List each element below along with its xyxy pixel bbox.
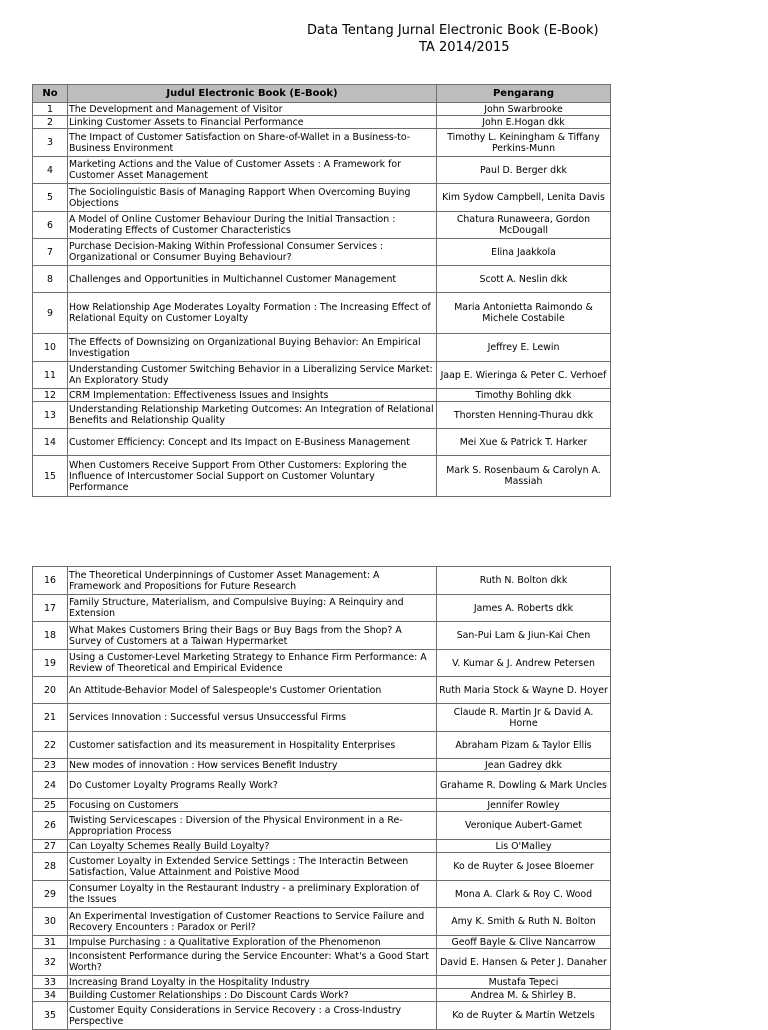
row-number: 28 [33,853,68,881]
row-number: 8 [33,266,68,293]
ebook-author: Kim Sydow Campbell, Lenita Davis [437,184,611,212]
ebook-author: Grahame R. Dowling & Mark Uncles [437,772,611,799]
table-row [33,129,611,157]
table-row [33,116,611,129]
row-number: 1 [33,103,68,116]
table-row [33,976,611,989]
column-header-author: Pengarang [437,85,611,103]
ebook-title: How Relationship Age Moderates Loyalty Formation : The Increasing Effect of Relational Equity on Customer Loyalty [68,293,437,334]
ebook-author: Ko de Ruyter & Martin Wetzels [437,1002,611,1030]
ebook-author: Jeffrey E. Lewin [437,334,611,362]
row-number: 18 [33,622,68,650]
ebook-title: An Attitude-Behavior Model of Salespeople's Customer Orientation [68,677,437,704]
row-number: 14 [33,429,68,456]
ebook-author: Mona A. Clark & Roy C. Wood [437,881,611,908]
table-row [33,266,611,293]
ebook-author: Ko de Ruyter & Josee Bloemer [437,853,611,881]
row-number: 25 [33,799,68,812]
ebook-author: Abraham Pizam & Taylor Ellis [437,732,611,759]
row-number: 27 [33,840,68,853]
table-row [33,650,611,677]
row-number: 6 [33,212,68,239]
ebook-title: Challenges and Opportunities in Multichannel Customer Management [68,266,437,293]
ebook-table-2 [32,566,611,1030]
ebook-title: New modes of innovation : How services Benefit Industry [68,759,437,772]
table-row [33,567,611,595]
table-header-row [33,85,611,103]
ebook-author: Mustafa Tepeci [437,976,611,989]
table-row [33,622,611,650]
table-row [33,989,611,1002]
ebook-title: Can Loyalty Schemes Really Build Loyalty? [68,840,437,853]
ebook-author: Veronique Aubert-Gamet [437,812,611,840]
table-row [33,908,611,936]
row-number: 3 [33,129,68,157]
row-number: 33 [33,976,68,989]
ebook-author: John E.Hogan dkk [437,116,611,129]
ebook-title: Customer Loyalty in Extended Service Settings : The Interactin Between Satisfaction, Value Attainment and Poistive Mood [68,853,437,881]
document-title [300,22,610,56]
table-row [33,239,611,266]
ebook-author: Amy K. Smith & Ruth N. Bolton [437,908,611,936]
row-number: 24 [33,772,68,799]
ebook-title: An Experimental Investigation of Customer Reactions to Service Failure and Recovery Encounters : Paradox or Peril? [68,908,437,936]
row-number: 20 [33,677,68,704]
row-number: 22 [33,732,68,759]
table-row [33,429,611,456]
row-number: 32 [33,949,68,976]
ebook-author: Timothy L. Keiningham & Tiffany Perkins-Munn [437,129,611,157]
ebook-title: Using a Customer-Level Marketing Strategy to Enhance Firm Performance: A Review of Theoretical and Empirical Evidence [68,650,437,677]
row-number: 4 [33,157,68,184]
row-number: 15 [33,456,68,497]
table-row [33,881,611,908]
table-row [33,677,611,704]
row-number: 5 [33,184,68,212]
table-row [33,759,611,772]
table-row [33,157,611,184]
table-row [33,293,611,334]
ebook-title: Twisting Servicescapes : Diversion of the Physical Environment in a Re-Appropriation Process [68,812,437,840]
row-number: 16 [33,567,68,595]
table-row [33,704,611,732]
ebook-title: Services Innovation : Successful versus Unsuccessful Firms [68,704,437,732]
ebook-title: When Customers Receive Support From Other Customers: Exploring the Influence of Intercustomer Social Support on Customer Voluntary Performance [68,456,437,497]
table-row [33,402,611,429]
ebook-author: Andrea M. & Shirley B. [437,989,611,1002]
ebook-title: Linking Customer Assets to Financial Performance [68,116,437,129]
table-row [33,949,611,976]
row-number: 17 [33,595,68,622]
ebook-title: Understanding Relationship Marketing Outcomes: An Integration of Relational Benefits and Relationship Quality [68,402,437,429]
table-row [33,853,611,881]
ebook-title: Focusing on Customers [68,799,437,812]
table-row [33,1002,611,1030]
ebook-author: Thorsten Henning-Thurau dkk [437,402,611,429]
title-line-1: Data Tentang Jurnal Electronic Book (E-Book) [307,23,599,38]
ebook-title: Customer Efficiency: Concept and Its Impact on E-Business Management [68,429,437,456]
column-header-no: No [33,85,68,103]
table-row [33,334,611,362]
ebook-author: Jean Gadrey dkk [437,759,611,772]
ebook-title: Impulse Purchasing : a Qualitative Exploration of the Phenomenon [68,936,437,949]
row-number: 19 [33,650,68,677]
row-number: 35 [33,1002,68,1030]
row-number: 21 [33,704,68,732]
row-number: 31 [33,936,68,949]
ebook-author: Elina Jaakkola [437,239,611,266]
table-row [33,812,611,840]
row-number: 10 [33,334,68,362]
table-row [33,732,611,759]
ebook-title: Customer Equity Considerations in Service Recovery : a Cross-Industry Perspective [68,1002,437,1030]
row-number: 26 [33,812,68,840]
ebook-title: Building Customer Relationships : Do Discount Cards Work? [68,989,437,1002]
column-header-title: Judul Electronic Book (E-Book) [68,85,437,103]
ebook-author: Mei Xue & Patrick T. Harker [437,429,611,456]
ebook-title: Increasing Brand Loyalty in the Hospitality Industry [68,976,437,989]
row-number: 7 [33,239,68,266]
ebook-title: The Theoretical Underpinnings of Customer Asset Management: A Framework and Propositions for Future Research [68,567,437,595]
table-row [33,799,611,812]
ebook-title: Inconsistent Performance during the Service Encounter: What's a Good Start Worth? [68,949,437,976]
ebook-author: David E. Hansen & Peter J. Danaher [437,949,611,976]
ebook-author: V. Kumar & J. Andrew Petersen [437,650,611,677]
table-row [33,595,611,622]
ebook-title: Purchase Decision-Making Within Professional Consumer Services : Organizational or Consumer Buying Behaviour? [68,239,437,266]
ebook-author: John Swarbrooke [437,103,611,116]
table-row [33,212,611,239]
ebook-title: Understanding Customer Switching Behavior in a Liberalizing Service Market: An Exploratory Study [68,362,437,389]
row-number: 13 [33,402,68,429]
ebook-title: The Impact of Customer Satisfaction on Share-of-Wallet in a Business-to-Business Environment [68,129,437,157]
row-number: 34 [33,989,68,1002]
table-row [33,389,611,402]
ebook-author: Claude R. Martin Jr & David A. Horne [437,704,611,732]
table-row [33,936,611,949]
ebook-author: Mark S. Rosenbaum & Carolyn A. Massiah [437,456,611,497]
table-row [33,362,611,389]
row-number: 9 [33,293,68,334]
table-row [33,456,611,497]
ebook-author: Paul D. Berger dkk [437,157,611,184]
ebook-title: Family Structure, Materialism, and Compulsive Buying: A Reinquiry and Extension [68,595,437,622]
ebook-author: San-Pui Lam & Jiun-Kai Chen [437,622,611,650]
ebook-author: Scott A. Neslin dkk [437,266,611,293]
table-row [33,840,611,853]
ebook-title: Marketing Actions and the Value of Customer Assets : A Framework for Customer Asset Management [68,157,437,184]
ebook-author: James A. Roberts dkk [437,595,611,622]
ebook-table-1 [32,84,611,497]
ebook-author: Maria Antonietta Raimondo & Michele Costabile [437,293,611,334]
row-number: 30 [33,908,68,936]
ebook-title: Do Customer Loyalty Programs Really Work? [68,772,437,799]
row-number: 12 [33,389,68,402]
ebook-author: Geoff Bayle & Clive Nancarrow [437,936,611,949]
table-row [33,103,611,116]
ebook-author: Jaap E. Wieringa & Peter C. Verhoef [437,362,611,389]
ebook-title: The Development and Management of Visitor [68,103,437,116]
ebook-author: Ruth N. Bolton dkk [437,567,611,595]
ebook-author: Jennifer Rowley [437,799,611,812]
row-number: 11 [33,362,68,389]
table-row [33,184,611,212]
ebook-title: The Sociolinguistic Basis of Managing Rapport When Overcoming Buying Objections [68,184,437,212]
ebook-title: CRM Implementation: Effectiveness Issues and Insights [68,389,437,402]
ebook-author: Timothy Bohling dkk [437,389,611,402]
ebook-title: A Model of Online Customer Behaviour During the Initial Transaction : Moderating Effects of Customer Characteristics [68,212,437,239]
row-number: 29 [33,881,68,908]
ebook-title: What Makes Customers Bring their Bags or Buy Bags from the Shop? A Survey of Customers at a Taiwan Hypermarket [68,622,437,650]
ebook-author: Ruth Maria Stock & Wayne D. Hoyer [437,677,611,704]
ebook-title: Consumer Loyalty in the Restaurant Industry - a preliminary Exploration of the Issues [68,881,437,908]
row-number: 2 [33,116,68,129]
ebook-author: Lis O'Malley [437,840,611,853]
ebook-author: Chatura Runaweera, Gordon McDougall [437,212,611,239]
ebook-title: Customer satisfaction and its measurement in Hospitality Enterprises [68,732,437,759]
ebook-title: The Effects of Downsizing on Organizational Buying Behavior: An Empirical Investigation [68,334,437,362]
table-row [33,772,611,799]
title-line-2: TA 2014/2015 [419,40,510,55]
row-number: 23 [33,759,68,772]
